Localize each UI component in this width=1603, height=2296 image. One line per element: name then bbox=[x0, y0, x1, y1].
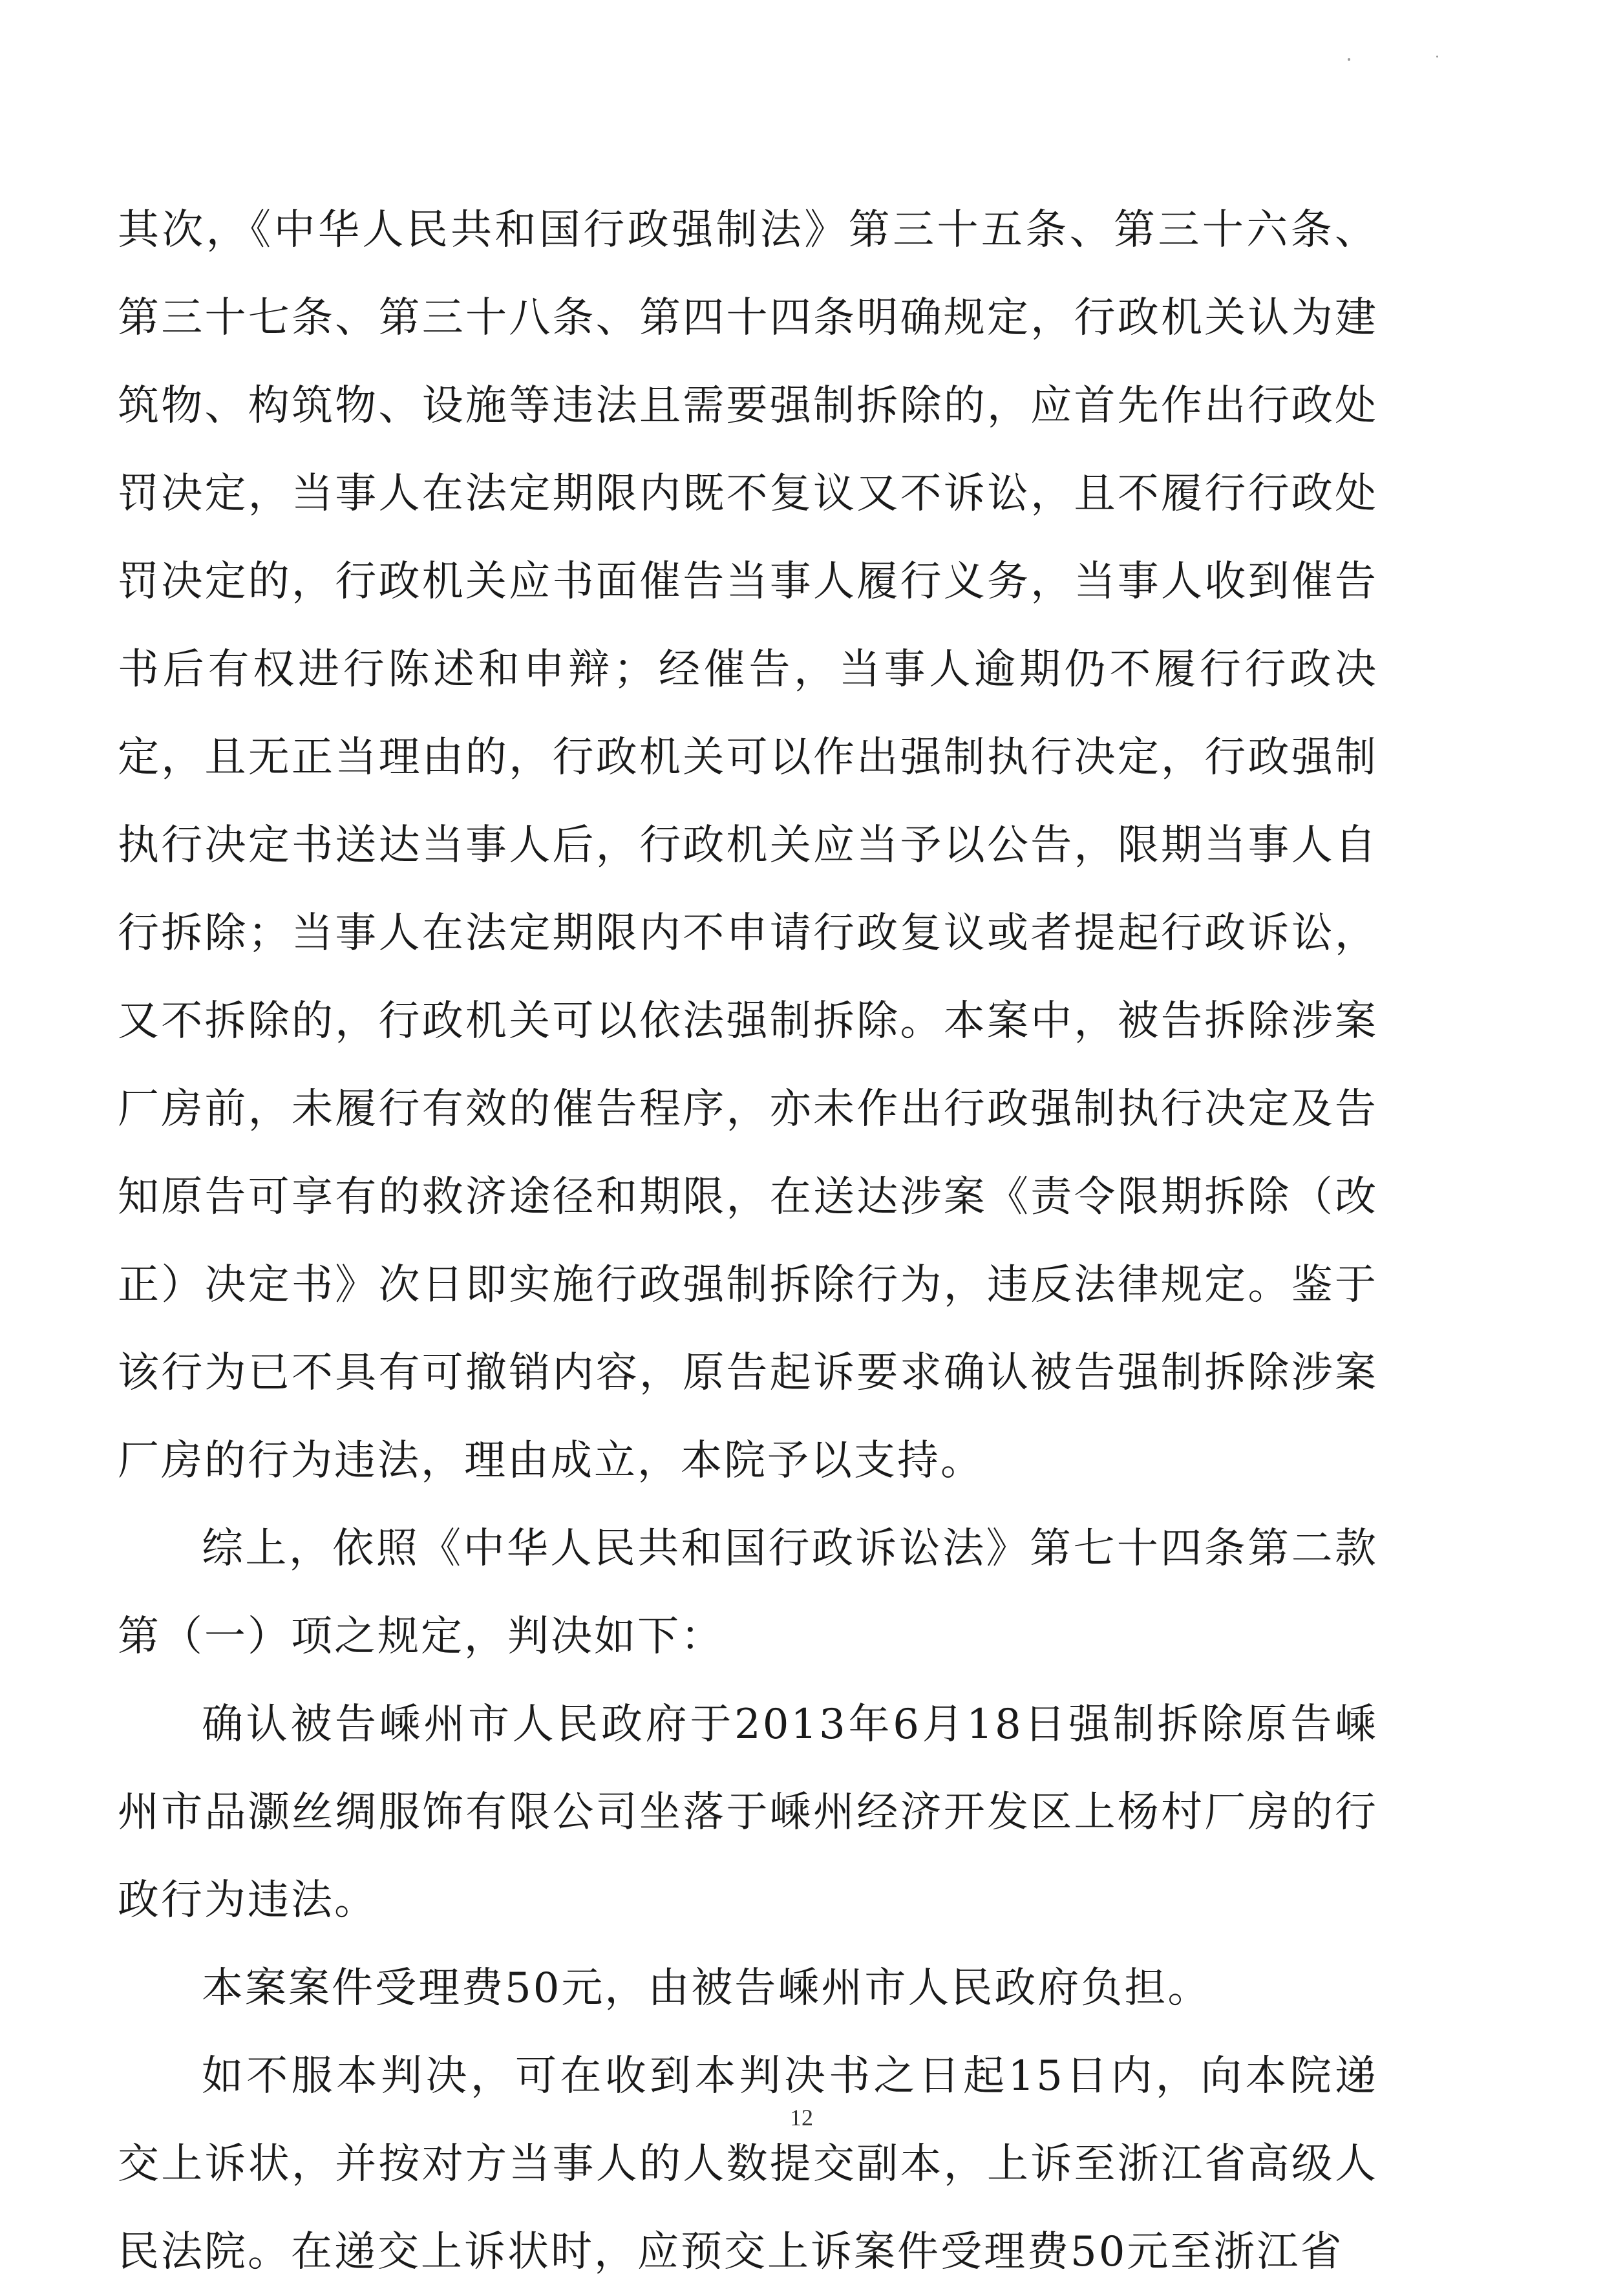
paragraph-conclusion: 综上，依照《中华人民共和国行政诉讼法》第七十四条第二款第（一）项之规定，判决如下： bbox=[118, 1525, 1378, 1661]
scan-speck bbox=[1436, 56, 1438, 58]
paragraph-ruling: 确认被告嵊州市人民政府于2013年6月18日强制拆除原告嵊州市品灏丝绸服饰有限公司坐落于嵊州经济开发区上杨村厂房的行政行为违法。 bbox=[118, 1701, 1378, 1924]
paragraph-reasoning: 其次，《中华人民共和国行政强制法》第三十五条、第三十六条、第三十七条、第三十八条、第四十四条明确规定，行政机关认为建筑物、构筑物、设施等违法且需要强制拆除的，应首先作出行政处罚决定，当事人在法定期限内既不复议又不诉讼，且不履行行政处罚决定的，行政机关应书面催告当事人履行义务，当事人收到催告书后有权进行陈述和申辩；经催告，当事人逾期仍不履行行政决定，且无正当理由的，行政机关可以作出强制执行决定，行政强制执行决定书送达当事人后，行政机关应当予以公告，限期当事人自行拆除；当事人在法定期限内不申请行政复议或者提起行政诉讼，又不拆除的，行政机关可以依法强制拆除。本案中，被告拆除涉案厂房前，未履行有效的催告程序，亦未作出行政强制执行决定及告知原告可享有的救济途径和期限，在送达涉案《责令限期拆除（改正）决定书》次日即实施行政强制拆除行为，违反法律规定。鉴于该行为已不具有可撤销内容，原告起诉要求确认被告强制拆除涉案厂房的行为违法，理由成立，本院予以支持。 bbox=[118, 206, 1378, 1485]
judgment-body bbox=[118, 186, 1378, 2296]
page-number: 12 bbox=[790, 2105, 813, 2131]
paragraph-court-fee: 本案案件受理费50元，由被告嵊州市人民政府负担。 bbox=[202, 1964, 1211, 2012]
paragraph-appeal-notice: 如不服本判决，可在收到本判决书之日起15日内，向本院递交上诉状，并按对方当事人的人数提交副本，上诉至浙江省高级人民法院。在递交上诉状时，应预交上诉案件受理费50元至浙江省 bbox=[118, 2052, 1378, 2276]
scan-speck bbox=[1348, 58, 1350, 61]
